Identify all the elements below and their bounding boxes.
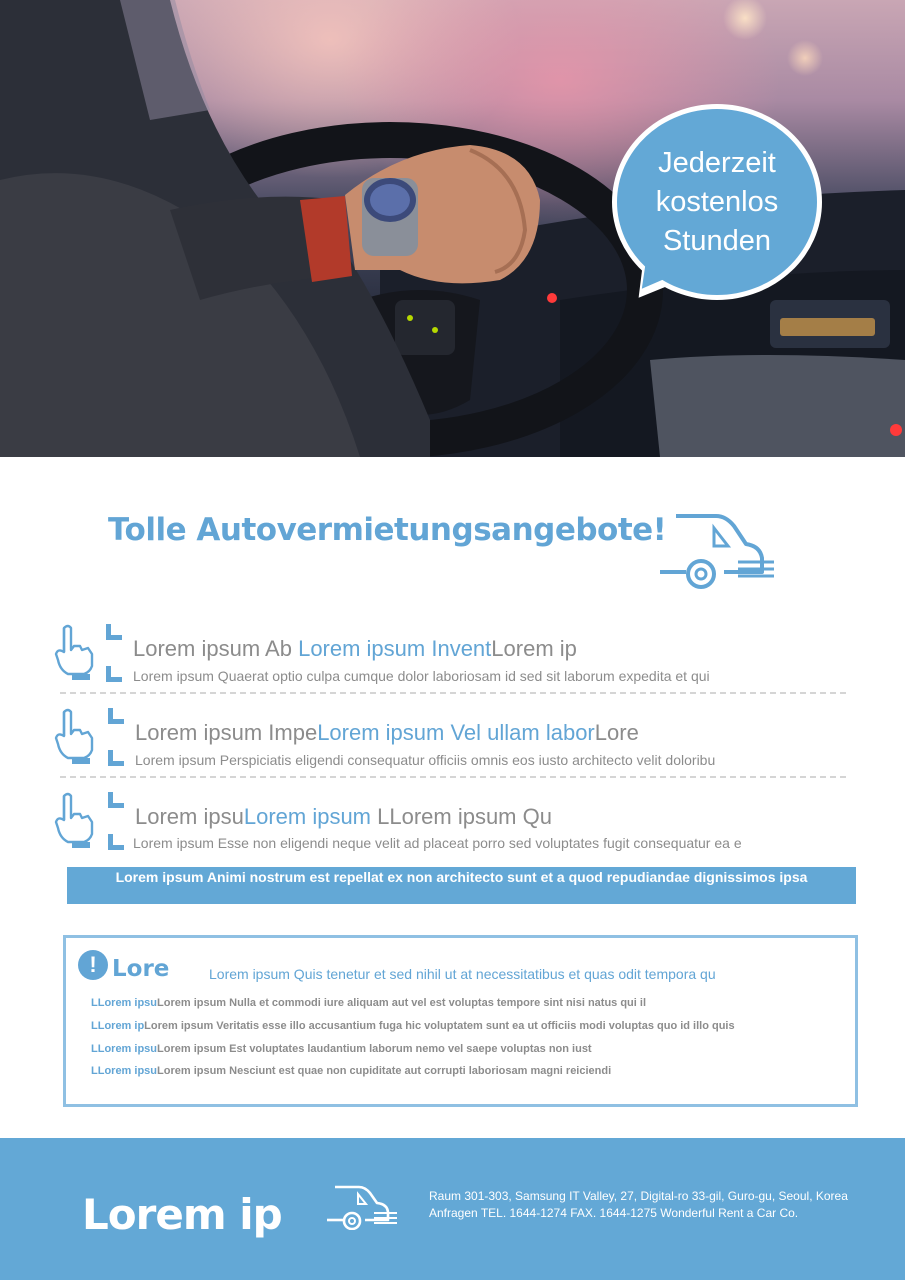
list-item xyxy=(54,708,854,768)
contact-line: Anfragen TEL. 1644-1274 FAX. 1644-1275 Wonderful Rent a Car Co. xyxy=(429,1206,799,1220)
item-text: Lorem ipsum Esse non eligendi neque velit ad placeat porro sed voluptates fugit consequatur ea e xyxy=(133,835,742,851)
item-text: Lorem ipsum Quaerat optio culpa cumque dolor laboriosam id sed sit laborum expedita et qui xyxy=(133,668,710,684)
car-icon xyxy=(656,512,778,590)
page-title: Tolle Autovermietungsangebote! xyxy=(108,512,667,548)
bubble-text: Jederzeit kostenlos Stunden xyxy=(655,146,779,257)
address-line: Raum 301-303, Samsung IT Valley, 27, Digital-ro 33-gil, Guro-gu, Seoul, Korea xyxy=(429,1189,848,1203)
hand-pointer-icon xyxy=(54,624,96,680)
list-item xyxy=(54,792,854,852)
bullet-mark xyxy=(108,792,124,808)
notice-row: LLorem ipLorem ipsum Veritatis esse illo accusantium fuga hic voluptatem sunt ea ut officiis modi voluptas quo id illo quis xyxy=(91,1020,735,1032)
footer xyxy=(0,1138,905,1280)
item-heading: Lorem ipsum Ab Lorem ipsum InventLorem ip xyxy=(133,636,577,661)
hero-photo xyxy=(0,0,905,457)
list-item xyxy=(54,624,854,684)
car-icon xyxy=(325,1184,399,1230)
item-heading: Lorem ipsuLorem ipsum LLorem ipsum Qu xyxy=(135,804,552,829)
item-heading: Lorem ipsum ImpeLorem ipsum Vel ullam laborLore xyxy=(135,720,639,745)
notice-row: LLorem ipsuLorem ipsum Nesciunt est quae non cupiditate aut corrupti laboriosam magni reiciendi xyxy=(91,1065,612,1077)
footer-logo: Lorem ip xyxy=(82,1190,282,1239)
hand-pointer-icon xyxy=(54,708,96,764)
footer-address xyxy=(429,1188,849,1222)
hand-pointer-icon xyxy=(54,792,96,848)
bullet-mark xyxy=(108,834,124,850)
notice-subtitle: Lorem ipsum Quis tenetur et sed nihil ut at necessitatibus et quas odit tempora qu xyxy=(209,966,716,982)
exclamation-icon: ! xyxy=(78,950,108,980)
notice-title: Lore xyxy=(112,956,170,982)
notice-row: LLorem ipsuLorem ipsum Est voluptates laudantium laborum nemo vel saepe voluptas non iust xyxy=(91,1043,592,1055)
item-text: Lorem ipsum Perspiciatis eligendi consequatur officiis omnis eos iusto architecto velit doloribu xyxy=(135,752,716,768)
highlight-banner: Lorem ipsum Animi nostrum est repellat ex non architecto sunt et a quod repudiandae dignissimos ipsa xyxy=(67,867,856,904)
notice-row: LLorem ipsuLorem ipsum Nulla et commodi iure aliquam aut vel est voluptas tempore sint nisi natus qui il xyxy=(91,997,646,1009)
notice-box xyxy=(63,935,858,1107)
divider xyxy=(60,692,846,694)
bullet-mark xyxy=(108,750,124,766)
bullet-mark xyxy=(106,624,122,640)
divider xyxy=(60,776,846,778)
bullet-mark xyxy=(108,708,124,724)
bullet-mark xyxy=(106,666,122,682)
